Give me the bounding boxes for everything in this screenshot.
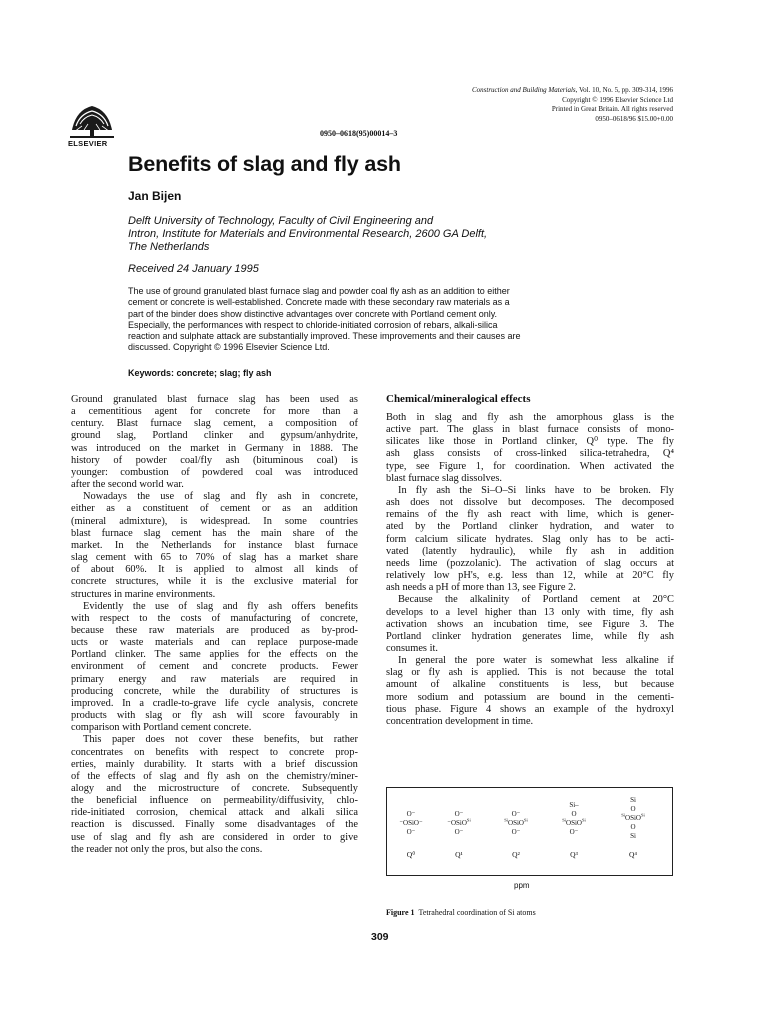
- text-line: of the effects of slag and fly ash on the chemistry/miner-: [71, 770, 358, 782]
- figure-1-diagram: [386, 787, 673, 876]
- structure-row: O: [630, 805, 636, 813]
- text-line: ucts or waste materials and can replace purpose-made: [71, 637, 358, 649]
- text-line: ground slag, Portland clinker and gypsum/anhydrite,: [71, 430, 358, 442]
- text-line: amount of alkaline constituents is less, but because: [386, 679, 674, 691]
- structure-row: ⁻OSiO⁻: [399, 819, 423, 827]
- text-line: a cementitious agent for concrete for more than a: [71, 406, 358, 418]
- text-line: was introduced on the market in Germany in 1888. The: [71, 442, 358, 454]
- text-line: vated (latently hydraulic), while fly ash in addition: [386, 545, 674, 557]
- structure-row: Si: [630, 832, 636, 840]
- text-line: needs lime (pozzolanic). The activation of slag occurs at: [386, 557, 674, 569]
- text-line: younger: combustion of powdered coal was introduced: [71, 466, 358, 478]
- text-line: market. In the Netherlands for instance blast furnace: [71, 539, 358, 551]
- article-title: Benefits of slag and fly ash: [128, 152, 401, 176]
- keywords: Keywords: concrete; slag; fly ash: [128, 368, 272, 378]
- text-line: ride-initiated corrosion, chemical attack and alkali silica: [71, 807, 358, 819]
- text-line: blast furnace slag dissolves.: [386, 472, 503, 484]
- text-line: Both in slag and fly ash the amorphous glass is the: [386, 412, 674, 423]
- text-line: ash glass consists of cross-linked silica-tetrahedra, Q⁴: [386, 448, 674, 460]
- structure-label-q3: Q³: [570, 850, 578, 859]
- abstract-line: discussed. Copyright © 1996 Elsevier Science Ltd.: [128, 342, 330, 353]
- structure-row: O⁻: [511, 810, 521, 818]
- text-line: products with slag or fly ash will score favourably in: [71, 710, 358, 722]
- figure-unit: ppm: [514, 881, 530, 890]
- structure-label-q1: Q¹: [455, 850, 463, 859]
- affiliation-line: Intron, Institute for Materials and Environmental Research, 2600 GA Delft,: [128, 228, 488, 240]
- text-line: relatively low pH's, e.g. less than 12, while at 20°C fly: [386, 570, 674, 582]
- structure-row: O: [630, 823, 636, 831]
- text-line: primary energy and raw materials are required in: [71, 673, 358, 685]
- text-line: with respect to the costs of manufacturing of concrete,: [71, 612, 358, 624]
- journal-name: Construction and Building Materials: [472, 86, 576, 94]
- text-line: Portland clinker hydration generates lime, while fly ash: [386, 630, 674, 642]
- text-line: concrete structures, while it is the exclusive material for: [71, 576, 358, 588]
- text-line: alogy and the microstructure of concrete. Subsequently: [71, 783, 358, 794]
- text-line: active part. The glass in blast furnace consists of mono-: [386, 424, 674, 436]
- text-line: producing concrete, while the durability of structures is: [71, 685, 358, 697]
- text-line: This paper does not cover these benefits, but rather: [83, 734, 358, 746]
- structure-row: O⁻: [406, 828, 416, 836]
- affiliation: [128, 215, 568, 254]
- text-line: (mineral admixture), is widespread. In some countries: [71, 515, 358, 527]
- structure-row: Si: [630, 796, 636, 804]
- text-line: reaction is discussed. Finally some disadvantages of the: [71, 819, 358, 831]
- structure-row: ⁻OSiO$^{Si}$: [447, 817, 471, 827]
- si-structure-q0: [391, 810, 431, 837]
- text-line: because these raw materials are produced as by-prod-: [71, 624, 358, 636]
- text-line: comparison with Portland cement concrete.: [71, 722, 252, 734]
- abstract-line: reaction and sulphate attack are substantially improved. These improvements and their causes are: [128, 331, 521, 342]
- si-structure-q1: [439, 810, 479, 837]
- structure-row: O: [571, 810, 577, 818]
- text-line: Nowadays the use of slag and fly ash in concrete,: [83, 491, 358, 503]
- left-column-text: [71, 394, 358, 856]
- text-line: improved. In a cradle-to-grave life cycle analysis, concrete: [71, 697, 358, 709]
- text-line: ash needs a pH of more than 13, see Figure 2.: [386, 582, 576, 594]
- si-structure-q3: [554, 801, 594, 837]
- text-line: ated by the Portland clinker hydration, and water to: [386, 521, 674, 533]
- abstract-line: Especially, the performances with respect to chloride-initiated corrosion of rebars, alkali-silica: [128, 319, 498, 330]
- text-line: In fly ash the Si–O–Si links have to be broken. Fly: [398, 484, 674, 496]
- text-line: erties, mainly durability. It starts with a brief discussion: [71, 758, 358, 770]
- structure-row: O⁻: [406, 810, 416, 818]
- text-line: slag cement with 65 to 70% of slag has a market share: [71, 552, 358, 564]
- text-line: Evidently the use of slag and fly ash offers benefits: [83, 600, 358, 612]
- si-structure-q4: [613, 796, 653, 841]
- text-line: concentrates on benefits with respect to concrete prop-: [71, 746, 358, 758]
- abstract-line: The use of ground granulated blast furnace slag and powder coal fly ash as an addition to either: [128, 286, 510, 296]
- journal-info: [472, 86, 673, 124]
- text-line: the reader not only the pros, but also the cons.: [71, 843, 263, 855]
- author: Jan Bijen: [128, 189, 182, 203]
- text-line: Because the alkalinity of Portland cement at 20°C: [398, 594, 674, 606]
- printed-line: Printed in Great Britain. All rights reserved: [551, 105, 673, 113]
- text-line: silicates like those in Portland clinker, Q⁰ type. The fly: [386, 436, 674, 448]
- text-line: the beneficial influence on permeability/diffusivity, chlo-: [71, 795, 358, 807]
- structure-row: Si–: [569, 801, 579, 809]
- journal-details: , Vol. 10, No. 5, pp. 309-314, 1996: [575, 86, 673, 94]
- text-line: tious phase. Figure 4 shows an example of the hydroxyl: [386, 703, 674, 715]
- si-structure-q2: [496, 810, 536, 837]
- copyright-line: Copyright © 1996 Elsevier Science Ltd: [562, 95, 673, 104]
- doi: 0950–0618(95)00014–3: [320, 129, 398, 138]
- section-heading: Chemical/mineralogical effects: [386, 393, 531, 405]
- structure-row: $^{Si}$OSiO$^{Si}$: [562, 817, 586, 827]
- text-line: type, see Figure 1, for coordination. When activated the: [386, 460, 674, 472]
- figure-caption: [386, 908, 536, 917]
- text-line: either as a constituent of cement or as an addition: [71, 503, 358, 515]
- figure-caption-text: Tetrahedral coordination of Si atoms: [418, 908, 536, 917]
- issn-price: 0950–0618/96 $15.00+0.00: [595, 114, 673, 123]
- text-line: slag or fly ash is applied. This is not because the total: [386, 667, 674, 679]
- affiliation-line: The Netherlands: [128, 241, 210, 253]
- text-line: environment of cement and concrete products. Fewer: [71, 661, 358, 673]
- text-line: of about 60%. It is applied to almost all kinds of: [71, 564, 358, 576]
- figure-caption-label: Figure 1: [386, 908, 415, 917]
- affiliation-line: Delft University of Technology, Faculty of Civil Engineering and: [128, 215, 434, 227]
- text-line: In general the pore water is somewhat less alkaline if: [398, 655, 674, 667]
- text-line: use of slag and fly ash are considered in order to give: [71, 831, 358, 843]
- structure-row: O⁻: [454, 828, 464, 836]
- structure-label-q0: Q⁰: [406, 850, 416, 859]
- abstract: [128, 286, 620, 354]
- text-line: activation shows an incubation time, see Figure 3. The: [386, 618, 674, 630]
- text-line: more sodium and potassium are bound in the cementi-: [386, 691, 674, 703]
- structure-row: O⁻: [511, 828, 521, 836]
- text-line: after the second world war.: [71, 479, 184, 491]
- text-line: Portland clinker. The same applies for the effects on the: [71, 649, 358, 661]
- text-line: develops to a level higher than 13 only with time, fly ash: [386, 606, 674, 618]
- abstract-line: part of the binder does show distinctive advantages over concrete with Portland cement only.: [128, 308, 498, 319]
- text-line: concentration development in time.: [386, 715, 534, 727]
- page-number: 309: [371, 931, 389, 943]
- structure-row: $^{Si}$OSiO$^{Si}$: [504, 817, 528, 827]
- structure-row: O⁻: [569, 828, 579, 836]
- text-line: blast furnace slag cement has the main share of the: [71, 527, 358, 539]
- text-line: remains of the fly ash react with lime, which is gener-: [386, 509, 674, 521]
- structure-row: $^{Si}$OSiO$^{Si}$: [621, 812, 645, 822]
- abstract-line: cement or concrete is well-established. Concrete made with these secondary raw materials as a: [128, 297, 510, 308]
- structure-label-q4: Q⁴: [628, 850, 638, 859]
- structure-label-q2: Q²: [512, 850, 520, 859]
- publisher-name: ELSEVIER: [68, 139, 108, 148]
- structure-row: O⁻: [454, 810, 464, 818]
- text-line: consumes it.: [386, 642, 438, 654]
- text-line: form calcium silicate hydrates. Slag only has to be acti-: [386, 533, 674, 545]
- text-line: structures in marine environments.: [71, 588, 216, 600]
- text-line: history of powder coal/fly ash (bituminous coal) is: [71, 454, 358, 466]
- text-line: ash does not dissolve but decomposes. The decomposed: [386, 497, 674, 509]
- right-column-text: [386, 412, 674, 728]
- text-line: century. Blast furnace slag cement, a composition of: [71, 418, 358, 430]
- text-line: Ground granulated blast furnace slag has been used as: [71, 394, 358, 405]
- received-date: Received 24 January 1995: [128, 263, 259, 275]
